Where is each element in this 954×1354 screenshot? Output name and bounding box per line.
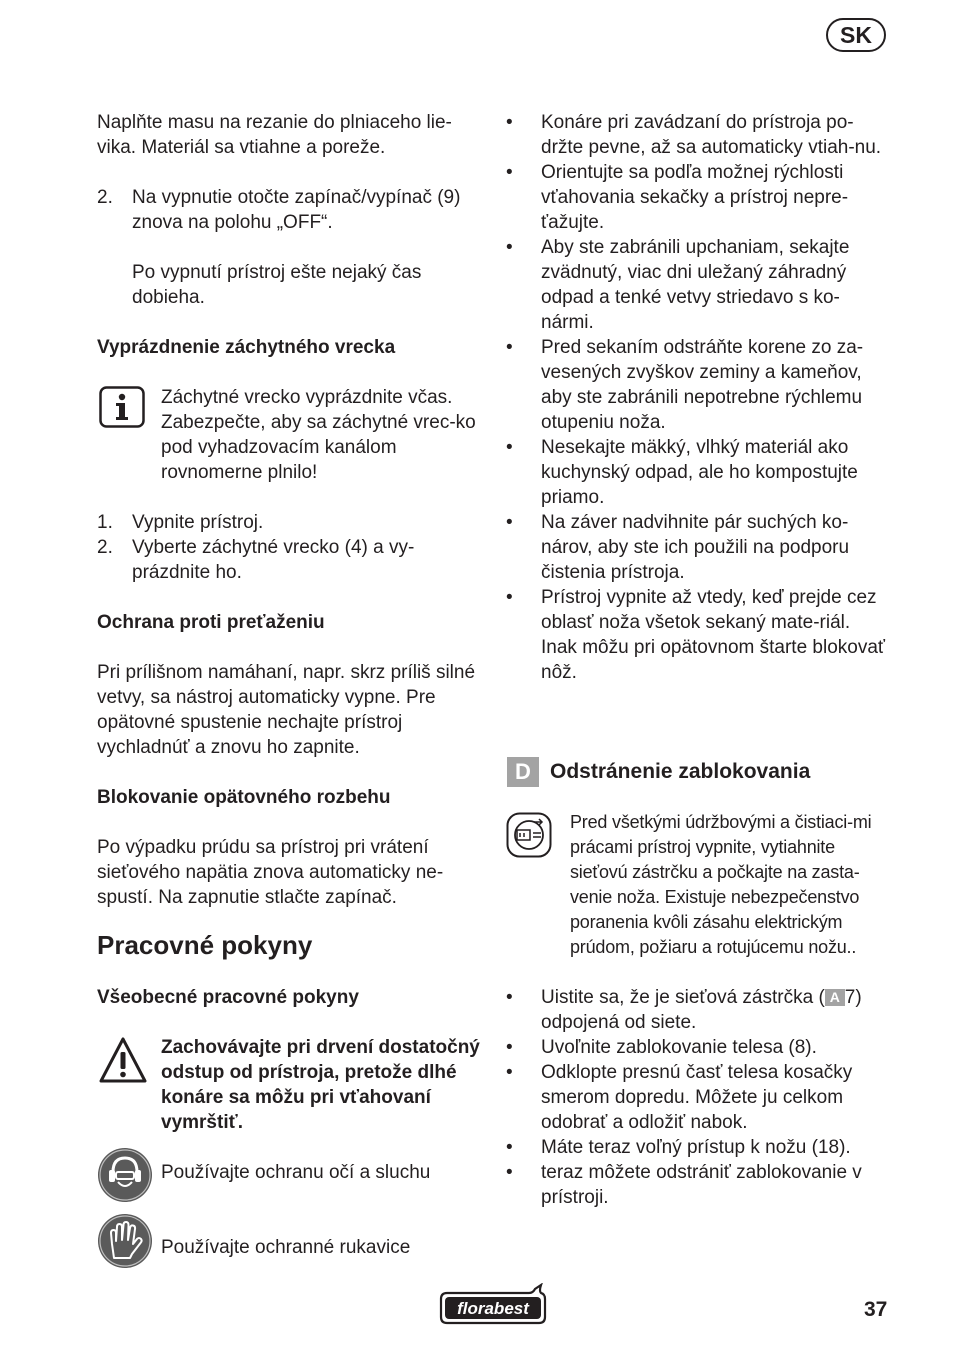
info-text: Záchytné vrecko vyprázdnite včas. Zabezpečte, aby sa záchytné vrec-ko pod vyhadzovacím kanálom rovnomerne plnilo!: [161, 387, 476, 483]
warning-icon: [98, 1036, 148, 1084]
brand-text: florabest: [457, 1299, 529, 1318]
overload-heading: Ochrana proti preťaženiu: [97, 612, 325, 633]
work-subheading: Všeobecné pracovné pokyny: [97, 987, 359, 1008]
work-title: Pracovné pokyny: [97, 930, 313, 960]
unplug-warning-text: Pred všetkými údržbovými a čistiaci-mi prácami prístroj vypnite, vytiahnite sieťovú zástrčku a počkajte na zasta-venie noža. Existuje nebezpečenstvo poranenia kvôli zásahu elektrickým prúdom, požiaru a rotujúcemu nožu..: [570, 812, 872, 957]
list-item: • Odklopte presnú časť telesa kosačky smerom dopredu. Môžete ju celkom odobrať a odložiť nabok.: [506, 1062, 853, 1133]
empty-bag-heading: Vyprázdnenie záchytného vrecka: [97, 337, 396, 358]
list-item: • Uistite sa, že je sieťová zástrčka ( A 7) odpojená od siete.: [506, 987, 862, 1033]
list-item: • teraz môžete odstrániť zablokovanie v prístroji.: [506, 1162, 862, 1208]
overload-text: Pri prílišnom namáhaní, napr. skrz príliš silné vetvy, sa nástroj automaticky vypne. Pre opätovné spustenie nechajte prístroj vychladnúť a znovu ho zapnite.: [97, 662, 476, 758]
warning-text: Zachovávajte pri drvení dostatočný odstup od prístroja, pretože dlhé konáre sa môžu pri vťahovaní vymrštiť.: [161, 1037, 480, 1133]
step-number: 2.: [97, 187, 113, 208]
unblock-steps-list: [506, 985, 891, 1210]
list-item: • Aby ste zabránili upchaniam, sekajte zvädnutý, viac dni uležaný záhradný odpad a tenké vetvy striedavo s ko-nármi.: [506, 237, 850, 333]
list-item: • Orientujte sa podľa možnej rýchlosti vťahovania sekačky a prístroj nepre-ťažujte.: [506, 162, 849, 233]
list-item: • Na záver nadvihnite pár suchých ko-nárov, aby ste ich použili na podporu čistenia prístroja.: [506, 512, 850, 583]
list-item: • Máte teraz voľný prístup k nožu (18).: [506, 1137, 851, 1158]
eye-ear-protection-icon: [98, 1148, 152, 1202]
unplug-icon: [506, 812, 552, 858]
step-2: [97, 185, 482, 310]
gloves-icon: [98, 1214, 152, 1268]
list-item: 1. Vypnite prístroj.: [97, 512, 264, 533]
list-item: • Pred sekaním odstráňte korene zo za-vesených zvyškov zeminy a kameňov, aby ste zabránili nepotrebne rýchlemu otupeniu noža.: [506, 337, 864, 433]
section-letter-badge: D: [507, 757, 539, 787]
eye-ear-protection-text: Používajte ochranu očí a sluchu: [161, 1162, 431, 1183]
step-text: Na vypnutie otočte zapínač/vypínač (9) znova na polohu „OFF“.: [132, 187, 461, 233]
list-item: 2. Vyberte záchytné vrecko (4) a vy-prázdnite ho.: [97, 537, 415, 583]
unblock-heading: Odstránenie zablokovania: [550, 760, 811, 783]
page-number: 37: [864, 1298, 888, 1321]
language-badge: SK: [826, 18, 886, 52]
list-item: • Prístroj vypnite až vtedy, keď prejde cez oblasť noža všetok sekaný mate-riál. Inak môžu pri opätovnom štarte blokovať nôž.: [506, 587, 886, 683]
restart-heading: Blokovanie opätovného rozbehu: [97, 787, 391, 808]
florabest-logo: [437, 1283, 549, 1327]
gloves-text: Používajte ochranné rukavice: [161, 1237, 411, 1258]
info-icon: [99, 386, 145, 428]
figure-reference-badge: A: [825, 989, 845, 1006]
step-note: Po vypnutí prístroj ešte nejaký čas dobieha.: [132, 262, 422, 308]
list-item: • Uvoľnite zablokovanie telesa (8).: [506, 1037, 817, 1058]
list-item: • Nesekajte mäkký, vlhký materiál ako kuchynský odpad, ale ho kompostujte priamo.: [506, 437, 858, 508]
working-tips-list: [506, 110, 891, 685]
empty-bag-steps: [97, 510, 482, 585]
restart-text: Po výpadku prúdu sa prístroj pri vrátení sieťového napätia znova automaticky ne-spustí. Na zapnutie stlačte zapínač.: [97, 837, 444, 908]
intro-text: Naplňte masu na rezanie do plniaceho lie-vika. Materiál sa vtiahne a poreže.: [97, 112, 452, 158]
list-item: • Konáre pri zavádzaní do prístroja po-držte pevne, až sa automaticky vtiah-nu.: [506, 112, 882, 158]
